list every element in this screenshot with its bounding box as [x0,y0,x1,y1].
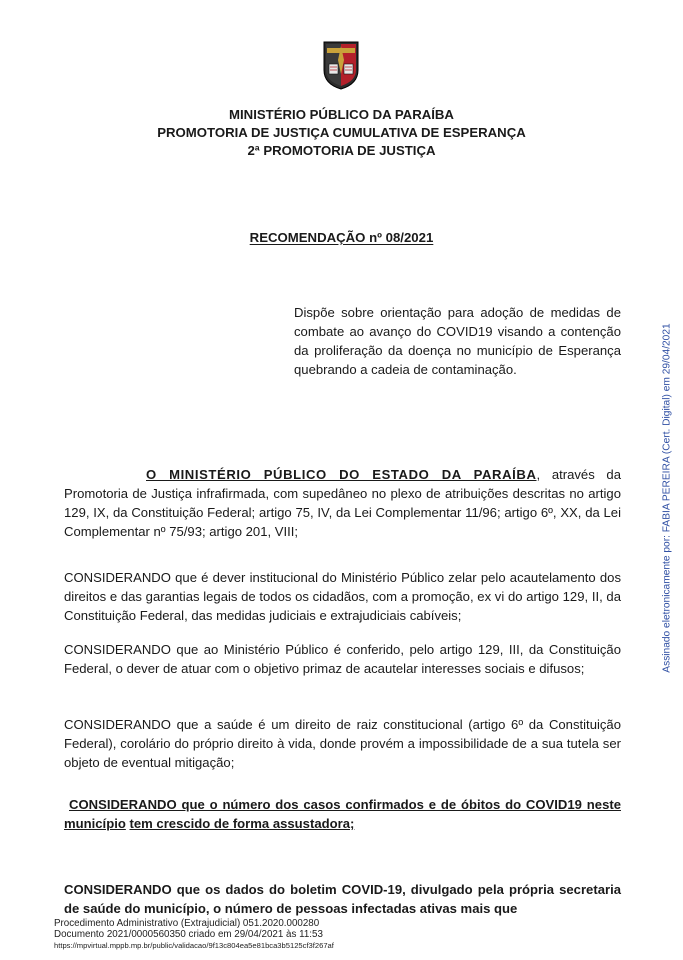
header-second-promotoria: 2ª PROMOTORIA DE JUSTIÇA [247,143,436,158]
header-institution: MINISTÉRIO PÚBLICO DA PARAÍBA [229,107,454,122]
considerando-4-part-b: tem crescido de forma assustadora; [129,816,355,831]
digital-signature-text: Assinado eletronicamente por: FABIA PEREIRA (Cert. Digital) em 29/04/2021 [661,322,673,673]
document-title [0,230,683,245]
considerando-2: CONSIDERANDO que ao Ministério Público é conferido, pelo artigo 129, III, da Constituição Federal, o dever de atuar com o objetivo primaz de acautelar interesses sociais e difusos; [64,642,621,676]
considerando-5: CONSIDERANDO que os dados do boletim COVID-19, divulgado pela própria secretaria de saúde do município, o número de pessoas infectadas ativas mais que [64,882,621,916]
footer-validation-link[interactable]: https://mpvirtual.mppb.mp.br/public/validacao/9f13c804ea5e81bca3b5125cf3f267af [54,941,334,950]
preamble-paragraph [64,465,621,541]
considerando-4-part-a: CONSIDERANDO que o número dos casos confirmados e de óbitos do COVID19 neste município [64,797,621,831]
preamble-lead: O MINISTÉRIO PÚBLICO DO ESTADO DA PARAÍBA [146,467,537,482]
digital-signature-stamp [657,320,677,675]
coat-of-arms-icon [322,40,360,90]
document-title-text: RECOMENDAÇÃO nº 08/2021 [249,230,434,245]
preamble-text: , através da Promotoria de Justiça infrafirmada, com supedâneo no plexo de atribuições descritas no artigo 129, IX, da Constituição Federal; artigo 75, IV, da Lei Complementar 11/96; artigo 6º, XX, da Lei Complementar nº 75/93; artigo 201, VIII; [64,467,621,539]
header-promotoria: PROMOTORIA DE JUSTIÇA CUMULATIVA DE ESPERANÇA [157,125,526,140]
footer-procedure: Procedimento Administrativo (Extrajudicial) 051.2020.000280 [54,918,320,929]
considerando-4 [64,795,621,833]
footer-document-id: Documento 2021/0000560350 criado em 29/04/2021 às 11:53 [54,929,323,940]
ementa: Dispõe sobre orientação para adoção de medidas de combate ao avanço do COVID19 visando a contenção da proliferação da doença no município de Esperança quebrando a cadeia de contaminação. [294,305,621,377]
considerando-1: CONSIDERANDO que é dever institucional do Ministério Público zelar pelo acautelamento dos direitos e das garantias legais de todos os cidadãos, com a promoção, ex vi do artigo 129, II, da Constituição Federal, das medidas judiciais e extrajudiciais cabíveis; [64,570,621,623]
considerando-3: CONSIDERANDO que a saúde é um direito de raiz constitucional (artigo 6º da Constituição Federal), corolário do próprio direito à vida, donde provém a impossibilidade de a sua tutela ser objeto de eventual mitigação; [64,717,621,770]
document-footer [54,918,334,951]
